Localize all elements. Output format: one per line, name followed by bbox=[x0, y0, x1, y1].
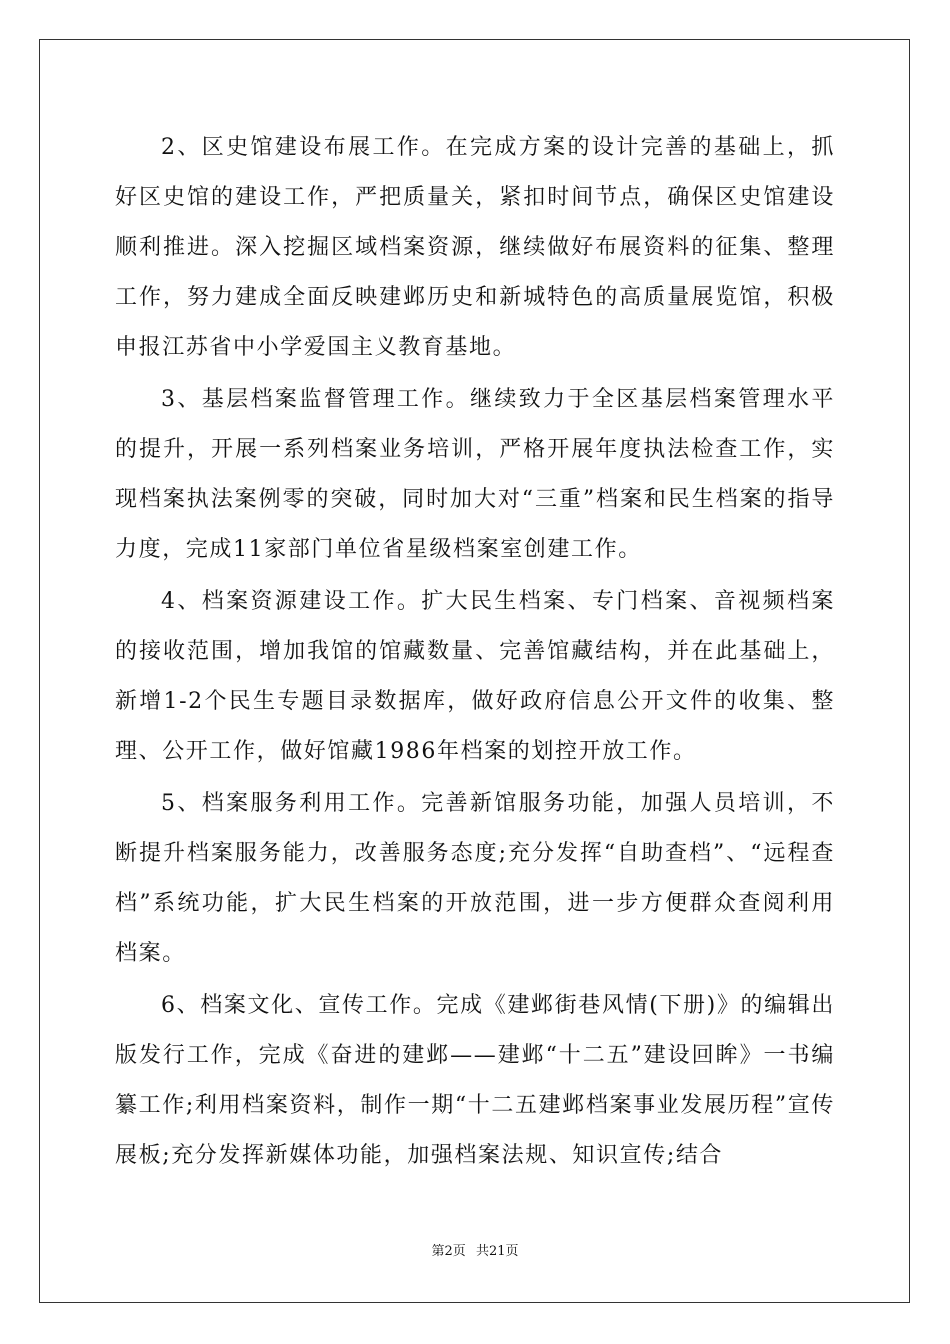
page-total: 共21页 bbox=[475, 1244, 519, 1259]
page-number: 第2页 bbox=[431, 1244, 466, 1259]
paragraph-3: 3、基层档案监督管理工作。继续致力于全区基层档案管理水平的提升，开展一系列档案业务培训，严格开展年度执法检查工作，实现档案执法案例零的突破，同时加大对“三重”档案和民生档案的指导力度，完成11家部门单位省星级档案室创建工作。 bbox=[115, 387, 835, 562]
paragraph-6: 6、档案文化、宣传工作。完成《建邺街巷风情(下册)》的编辑出版发行工作，完成《奋进的建邺——建邺“十二五”建设回眸》一书编纂工作;利用档案资料，制作一期“十二五建邺档案事业发展历程”宣传展板;充分发挥新媒体功能，加强档案法规、知识宣传;结合 bbox=[115, 993, 835, 1168]
document-body bbox=[115, 123, 835, 1183]
paragraph-2: 2、区史馆建设布展工作。在完成方案的设计完善的基础上，抓好区史馆的建设工作，严把质量关，紧扣时间节点，确保区史馆建设顺利推进。深入挖掘区域档案资源，继续做好布展资料的征集、整理工作，努力建成全面反映建邺历史和新城特色的高质量展览馆，积极申报江苏省中小学爱国主义教育基地。 bbox=[115, 135, 835, 360]
paragraph-4: 4、档案资源建设工作。扩大民生档案、专门档案、音视频档案的接收范围，增加我馆的馆藏数量、完善馆藏结构，并在此基础上，新增1-2个民生专题目录数据库，做好政府信息公开文件的收集、整理、公开工作，做好馆藏1986年档案的划控开放工作。 bbox=[115, 589, 835, 764]
paragraph-5: 5、档案服务利用工作。完善新馆服务功能，加强人员培训，不断提升档案服务能力，改善服务态度;充分发挥“自助查档”、“远程查档”系统功能，扩大民生档案的开放范围，进一步方便群众查阅利用档案。 bbox=[115, 791, 835, 966]
page-footer bbox=[0, 1240, 950, 1259]
